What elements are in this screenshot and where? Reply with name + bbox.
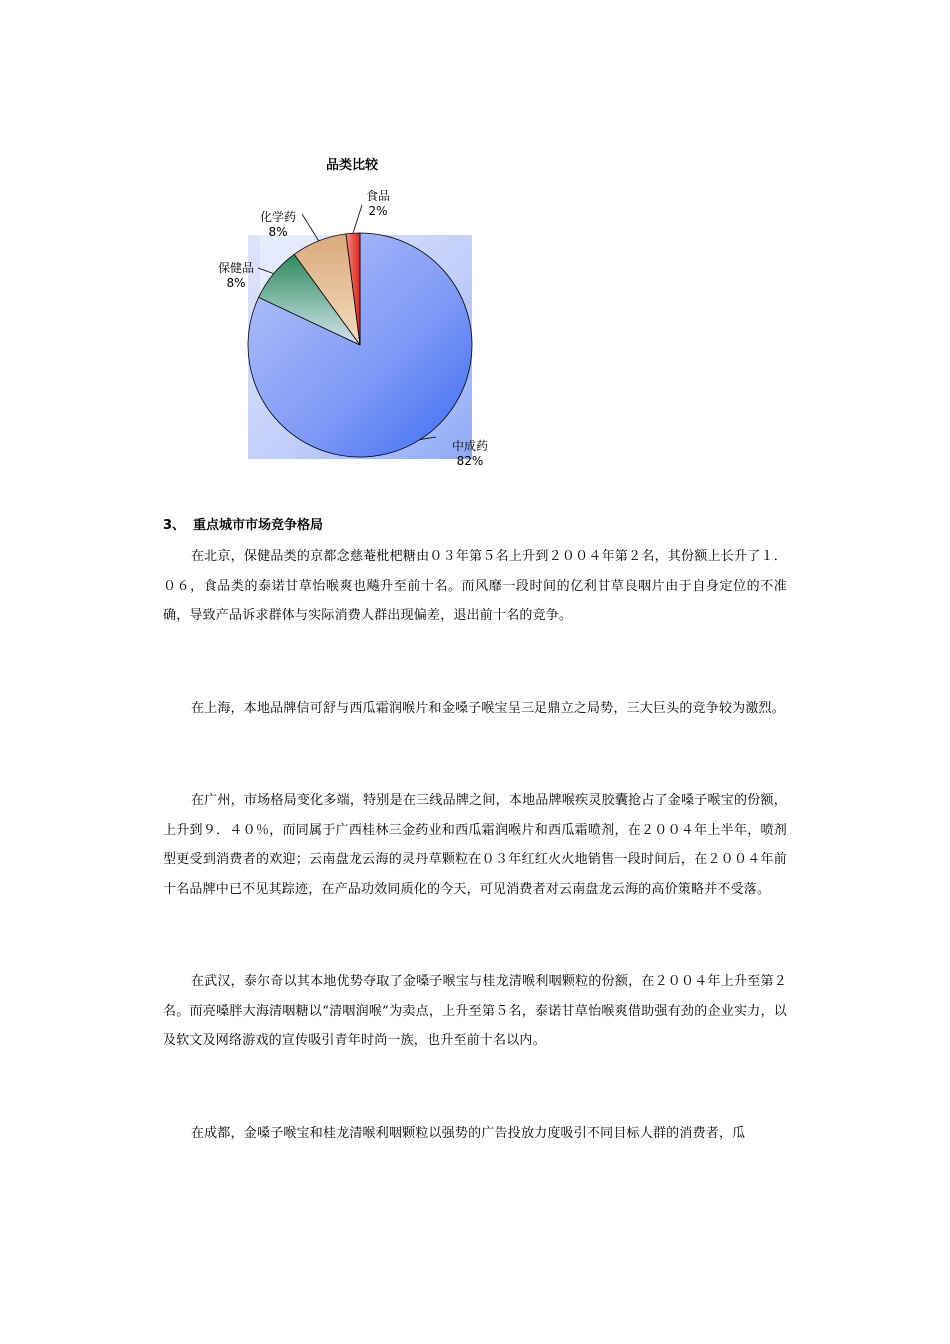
- chart-title: 品类比较: [325, 158, 379, 173]
- paragraph-beijing: 在北京，保健品类的京都念慈菴枇杷糖由０３年第５名上升到２００４年第２名，其份额上长升了１．０６，食品类的泰诺甘草怡喉爽也飚升至前十名。而风靡一段时间的亿利甘草良咽片由于自身定位的不准确，导致产品诉求群体与实际消费人群出现偏差，退出前十名的竞争。: [163, 549, 787, 623]
- leader-line-3: [353, 205, 362, 233]
- paragraph-shanghai: 在上海，本地品牌信可舒与西瓜霜润喉片和金嗓子喉宝呈三足鼎立之局势，三大巨头的竞争较为激烈。: [190, 700, 785, 716]
- section-title: 重点城市市场竞争格局: [193, 518, 324, 533]
- slice-value-label-3: 2%: [368, 204, 388, 218]
- slice-label-0: 中成药: [451, 439, 489, 453]
- paragraph-chengdu: 在成都，金嗓子喉宝和桂龙清喉利咽颗粒以强势的广告投放力度吸引不同目标人群的消费者，瓜: [190, 1125, 746, 1141]
- slice-value-label-2: 8%: [268, 225, 288, 239]
- slice-value-label-0: 82%: [456, 454, 484, 468]
- section-heading: [163, 514, 787, 538]
- slice-value-label-1: 8%: [226, 276, 246, 290]
- document-body: [163, 514, 787, 1148]
- paragraph-guangzhou: 在广州，市场格局变化多端，特别是在三线品牌之间，本地品牌喉疾灵胶囊抢占了金嗓子喉宝的份额，上升到９．４０％，而同属于广西桂林三金药业和西瓜霜润喉片和西瓜霜喷剂，在２００４年上半年，喷剂型更受到消费者的欢迎；云南盘龙云海的灵丹草颗粒在０３年红红火火地销售一段时间后，在２００４年前十名品牌中已不见其踪迹，在产品功效同质化的今天，可见消费者对云南盘龙云海的高价策略并不受落。: [163, 793, 787, 897]
- slice-label-1: 保健品: [217, 261, 255, 275]
- category-pie-chart: [200, 140, 520, 485]
- section-number: 3、: [163, 518, 186, 533]
- slice-label-3: 食品: [365, 189, 391, 203]
- paragraph-wuhan: 在武汉，泰尔奇以其本地优势夺取了金嗓子喉宝与桂龙清喉利咽颗粒的份额，在２００４年上升至第２名。而亮嗓胖大海清咽糖以“清咽润喉”为卖点，上升至第５名，泰诺甘草怡喉爽借助强有劲的企业实力，以及软文及网络游戏的宣传吸引青年时尚一族，也升至前十名以内。: [163, 974, 787, 1048]
- slice-label-2: 化学药: [259, 210, 297, 224]
